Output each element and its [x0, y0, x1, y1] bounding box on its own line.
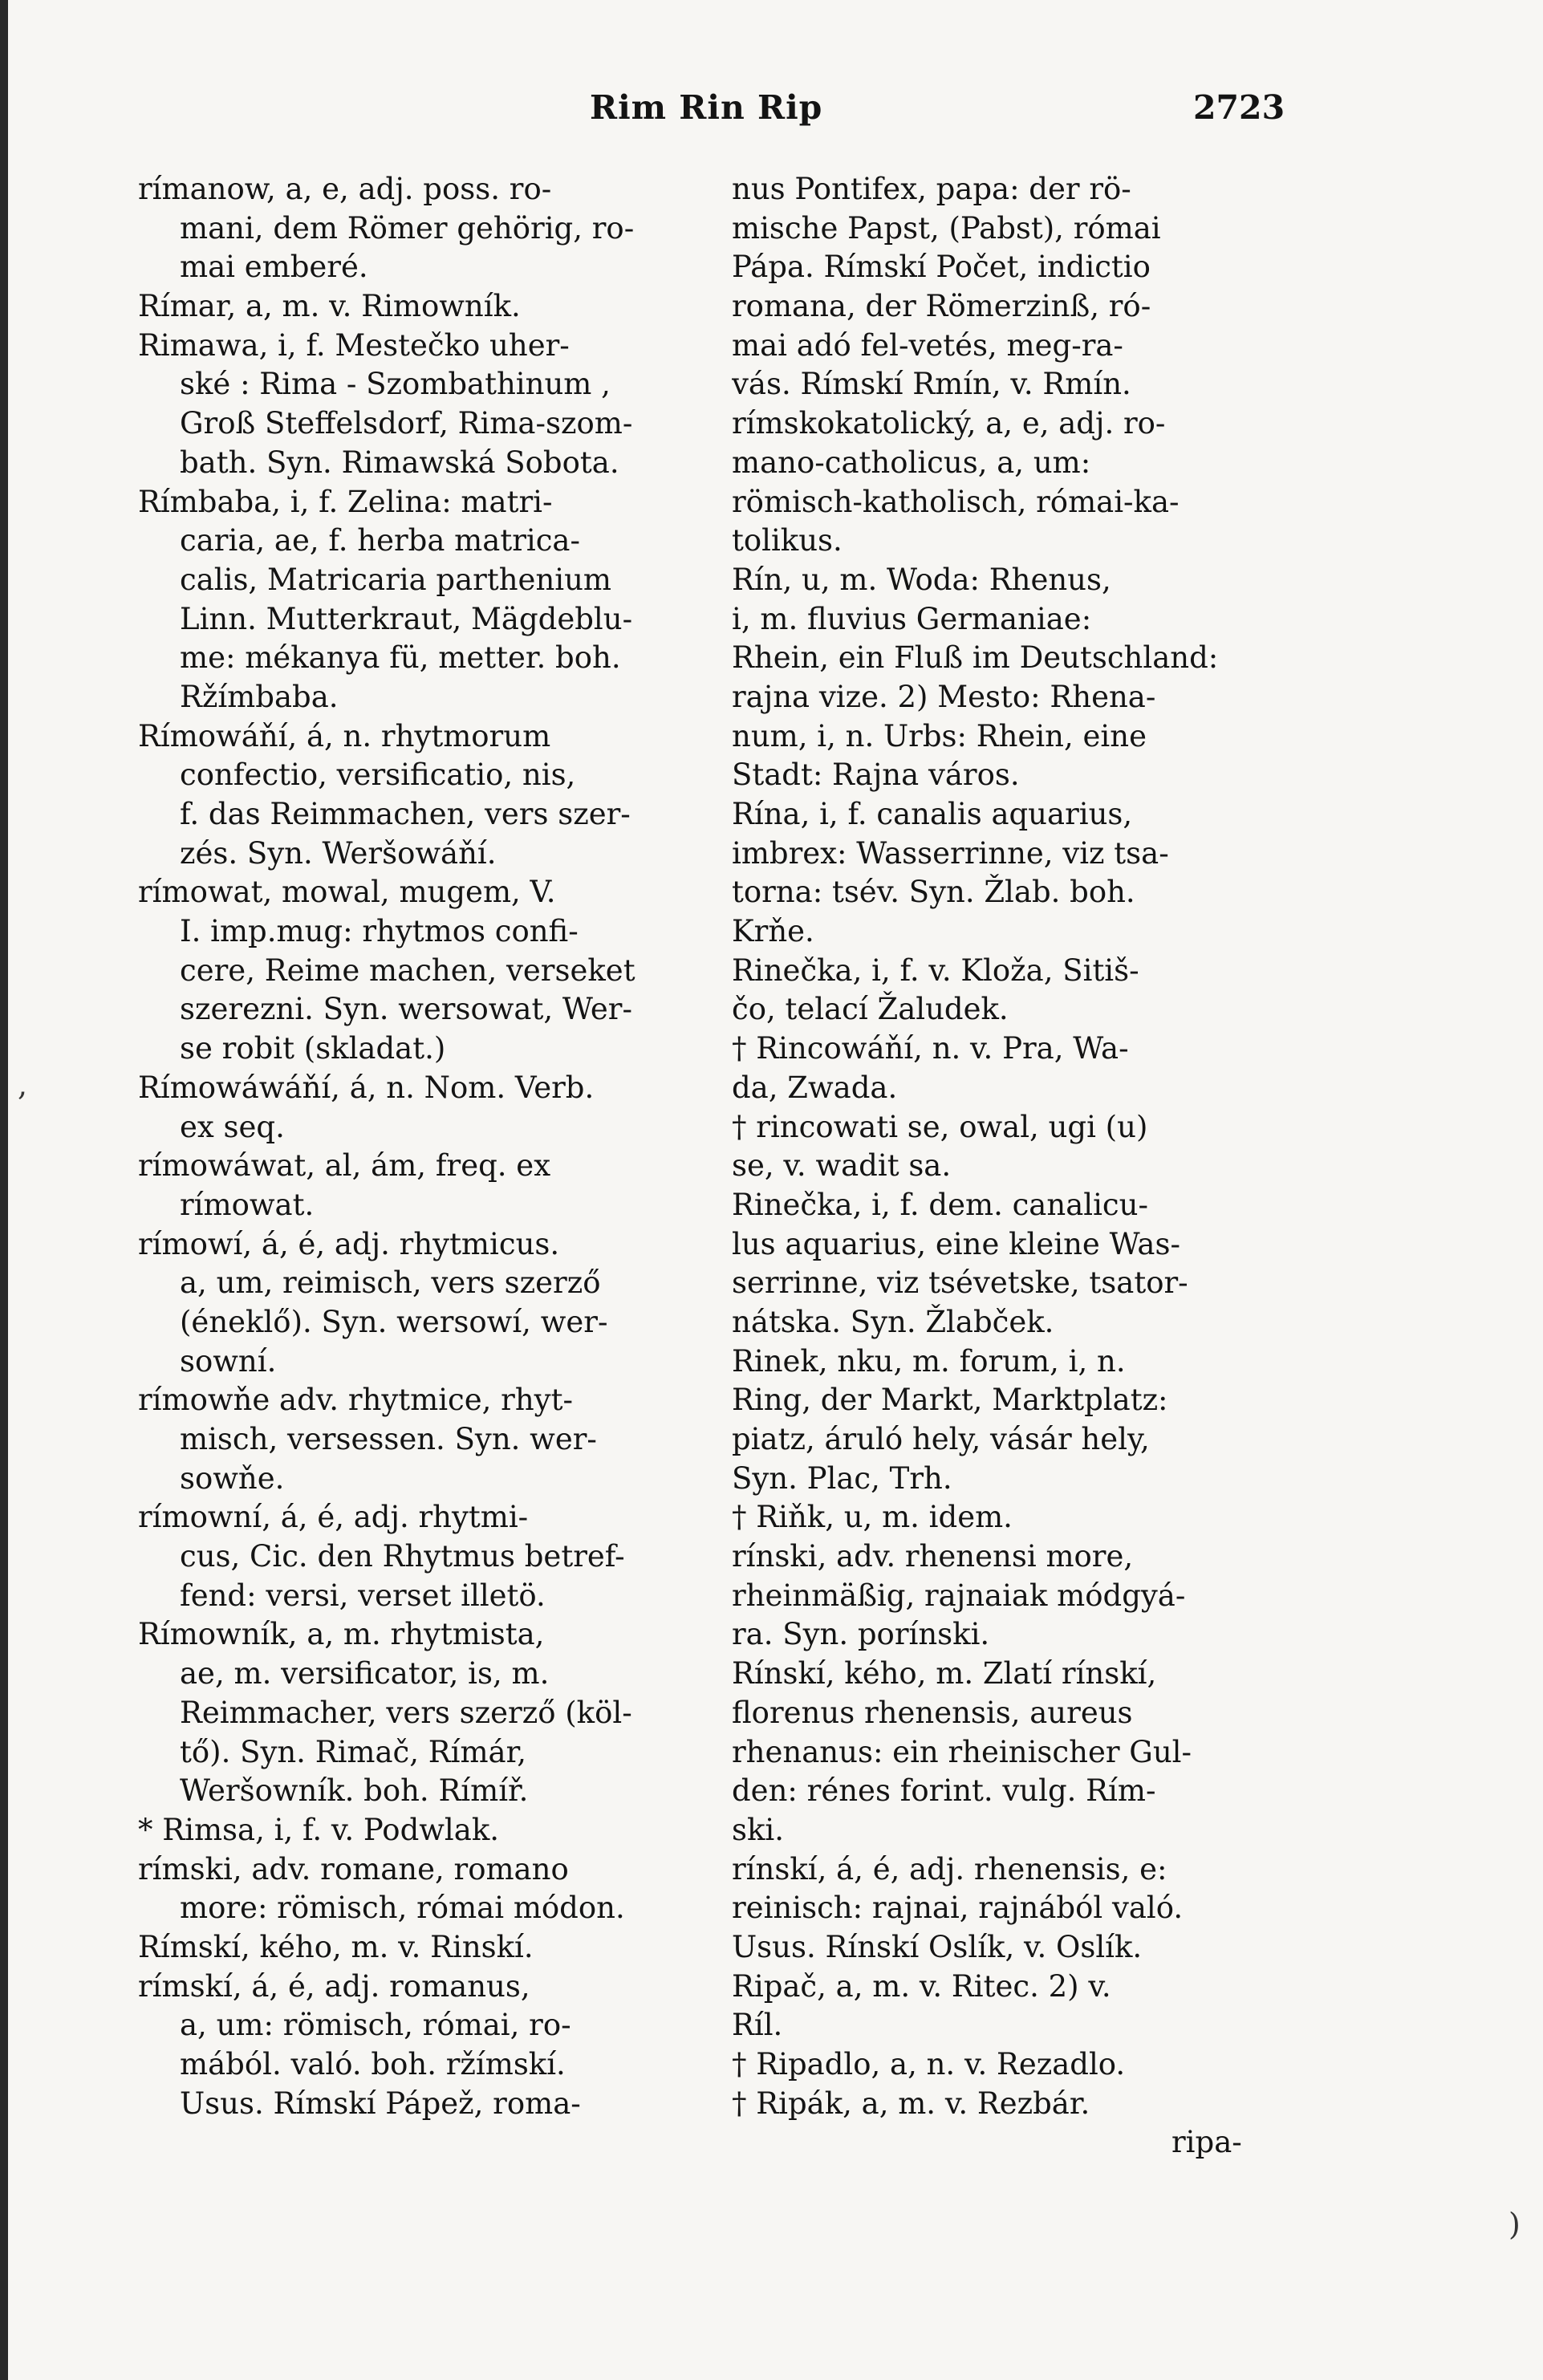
- dictionary-line: da, Zwada.: [732, 1070, 898, 1105]
- dictionary-line: Groß Steffelsdorf, Rima-szom-: [180, 406, 633, 441]
- dictionary-line: Ripač, a, m. v. Ritec. 2) v.: [732, 1968, 1111, 2004]
- dictionary-line: Rín, u, m. Woda: Rhenus,: [732, 562, 1111, 597]
- dictionary-line: rímowáwat, al, ám, freq. ex: [138, 1148, 551, 1184]
- dictionary-line: num, i, n. Urbs: Rhein, eine: [732, 718, 1147, 753]
- dictionary-line: † Riňk, u, m. idem.: [732, 1500, 1013, 1535]
- dictionary-line: me: mékanya fü, metter. boh.: [180, 640, 621, 676]
- dictionary-line: Rinečka, i, f. v. Kloža, Sitiš-: [732, 952, 1139, 988]
- dictionary-line: * Rimsa, i, f. v. Podwlak.: [138, 1812, 499, 1847]
- dictionary-line: a, um, reimisch, vers szerző: [180, 1265, 601, 1301]
- dictionary-line: cere, Reime machen, verseket: [180, 952, 635, 988]
- dictionary-line: Rímar, a, m. v. Rimowník.: [138, 289, 521, 324]
- dictionary-line: caria, ae, f. herba matrica-: [180, 523, 580, 558]
- dictionary-line: Rína, i, f. canalis aquarius,: [732, 797, 1133, 831]
- dictionary-line: Ržímbaba.: [180, 679, 339, 714]
- dictionary-line: serrinne, viz tsévetske, tsator-: [732, 1265, 1188, 1301]
- dictionary-line: rímowní, á, é, adj. rhytmi-: [138, 1500, 529, 1535]
- dictionary-line: se robit (skladat.): [180, 1031, 446, 1066]
- dictionary-line: more: römisch, római módon.: [180, 1891, 625, 1926]
- dictionary-line: Rímowáwáňí, á, n. Nom. Verb.: [138, 1070, 595, 1105]
- dictionary-line: rímowat, mowal, mugem, V.: [138, 875, 556, 910]
- dictionary-line: sowní.: [180, 1343, 277, 1379]
- dictionary-line: † Ripadlo, a, n. v. Rezadlo.: [732, 2047, 1126, 2081]
- dictionary-line: mani, dem Römer gehörig, ro-: [180, 210, 635, 246]
- dictionary-line: römisch-katholisch, római-ka-: [732, 484, 1180, 519]
- dictionary-line: rímanow, a, e, adj. poss. ro-: [138, 172, 552, 206]
- dictionary-line: tolikus.: [732, 523, 843, 558]
- dictionary-line: romana, der Römerzinß, ró-: [732, 289, 1151, 324]
- dictionary-line: Rimawa, i, f. Mestečko uher-: [138, 327, 570, 363]
- dictionary-line: ra. Syn. porínski.: [732, 1617, 990, 1652]
- dictionary-line: Rinečka, i, f. dem. canalicu-: [732, 1187, 1148, 1222]
- dictionary-line: Krňe.: [732, 914, 814, 949]
- dictionary-line: rajna vize. 2) Mesto: Rhena-: [732, 679, 1156, 714]
- dictionary-line: čo, telací Žaludek.: [732, 992, 1009, 1027]
- dictionary-line: Usus. Rínskí Oslík, v. Oslík.: [732, 1929, 1143, 1964]
- dictionary-line: rímskí, á, é, adj. romanus,: [138, 1968, 530, 2004]
- dictionary-line: Rhein, ein Fluß im Deutschland:: [732, 640, 1219, 676]
- dictionary-line: szerezni. Syn. wersowat, Wer-: [180, 992, 632, 1027]
- dictionary-line: ex seq.: [180, 1109, 285, 1144]
- dictionary-line: mai adó fel-vetés, meg-ra-: [732, 327, 1123, 363]
- dictionary-line: † Ripák, a, m. v. Rezbár.: [732, 2086, 1090, 2121]
- dictionary-line: nátska. Syn. Žlabček.: [732, 1304, 1054, 1339]
- dictionary-line: cus, Cic. den Rhytmus betref-: [180, 1539, 625, 1574]
- dictionary-line: confectio, versificatio, nis,: [180, 757, 576, 793]
- dictionary-line: den: rénes forint. vulg. Rím-: [732, 1773, 1156, 1809]
- dictionary-line: bath. Syn. Rimawská Sobota.: [180, 445, 619, 480]
- dictionary-line: Syn. Plac, Trh.: [732, 1460, 952, 1496]
- dictionary-line: rheinmäßig, rajnaiak módgyá-: [732, 1578, 1186, 1613]
- page-edge: [0, 0, 8, 2380]
- dictionary-line: torna: tsév. Syn. Žlab. boh.: [732, 875, 1135, 910]
- dictionary-line: mából. való. boh. ržímskí.: [180, 2047, 566, 2081]
- dictionary-line: mai emberé.: [180, 250, 368, 285]
- dictionary-line: Rímskí, kého, m. v. Rinskí.: [138, 1929, 534, 1964]
- dictionary-line: Rinek, nku, m. forum, i, n.: [732, 1343, 1126, 1379]
- dictionary-line: (éneklő). Syn. wersowí, wer-: [180, 1304, 608, 1339]
- dictionary-line: reinisch: rajnai, rajnából való.: [732, 1891, 1184, 1926]
- dictionary-line: nus Pontifex, papa: der rö-: [732, 172, 1131, 206]
- dictionary-line: rínski, adv. rhenensi more,: [732, 1539, 1134, 1574]
- dictionary-line: rímowat.: [180, 1187, 315, 1222]
- dictionary-line: i, m. fluvius Germaniae:: [732, 601, 1092, 636]
- dictionary-line: tő). Syn. Rimač, Rímár,: [180, 1734, 527, 1769]
- dictionary-line: mano-catholicus, a, um:: [732, 445, 1091, 480]
- dictionary-line: Stadt: Rajna város.: [732, 757, 1020, 793]
- dictionary-line: I. imp.mug: rhytmos confi-: [180, 914, 579, 949]
- dictionary-line: rímskokatolický, a, e, adj. ro-: [732, 406, 1166, 441]
- dictionary-line: Ring, der Markt, Marktplatz:: [732, 1383, 1168, 1418]
- right-column: [732, 170, 1277, 2123]
- dictionary-line: rímowí, á, é, adj. rhytmicus.: [138, 1226, 560, 1261]
- header-words: Rim Rin Rip: [590, 88, 823, 127]
- dictionary-line: ski.: [732, 1812, 785, 1847]
- dictionary-line: rínskí, á, é, adj. rhenensis, e:: [732, 1851, 1167, 1887]
- margin-mark: ,: [18, 1067, 28, 1103]
- catchword: ripa-: [1171, 2125, 1242, 2159]
- dictionary-line: florenus rhenensis, aureus: [732, 1695, 1133, 1730]
- dictionary-line: Rímowáňí, á, n. rhytmorum: [138, 718, 551, 753]
- dictionary-line: a, um: römisch, római, ro-: [180, 2008, 571, 2043]
- margin-mark: ): [1508, 2207, 1521, 2242]
- dictionary-line: sowňe.: [180, 1460, 285, 1496]
- dictionary-line: piatz, áruló hely, vásár hely,: [732, 1422, 1150, 1456]
- left-column: [138, 170, 684, 2123]
- dictionary-line: lus aquarius, eine kleine Was-: [732, 1226, 1180, 1261]
- dictionary-line: fend: versi, verset illetö.: [180, 1578, 546, 1613]
- dictionary-line: Usus. Rímskí Pápež, roma-: [180, 2086, 581, 2121]
- dictionary-line: f. das Reimmachen, vers szer-: [180, 797, 631, 831]
- dictionary-line: Rínskí, kého, m. Zlatí rínskí,: [732, 1656, 1157, 1692]
- dictionary-line: ae, m. versificator, is, m.: [180, 1656, 550, 1692]
- dictionary-line: rímowňe adv. rhytmice, rhyt-: [138, 1383, 573, 1418]
- dictionary-line: rhenanus: ein rheinischer Gul-: [732, 1734, 1192, 1769]
- dictionary-line: Ríl.: [732, 2008, 783, 2043]
- dictionary-line: Rímowník, a, m. rhytmista,: [138, 1617, 545, 1652]
- dictionary-line: calis, Matricaria parthenium: [180, 562, 612, 597]
- dictionary-line: † Rincowáňí, n. v. Pra, Wa-: [732, 1031, 1129, 1066]
- dictionary-line: Linn. Mutterkraut, Mägdeblu-: [180, 601, 633, 636]
- dictionary-line: Pápa. Rímskí Počet, indictio: [732, 250, 1151, 285]
- dictionary-line: vás. Rímskí Rmín, v. Rmín.: [732, 367, 1131, 402]
- page-number: 2723: [1193, 88, 1285, 127]
- dictionary-line: Weršowník. boh. Rímíř.: [180, 1773, 529, 1809]
- dictionary-line: rímski, adv. romane, romano: [138, 1851, 569, 1887]
- dictionary-line: misch, versessen. Syn. wer-: [180, 1422, 597, 1456]
- dictionary-line: Rímbaba, i, f. Zelina: matri-: [138, 484, 553, 519]
- dictionary-line: † rincowati se, owal, ugi (u): [732, 1109, 1148, 1144]
- dictionary-line: imbrex: Wasserrinne, viz tsa-: [732, 835, 1169, 871]
- dictionary-line: zés. Syn. Weršowáňí.: [180, 835, 497, 871]
- dictionary-line: Reimmacher, vers szerző (köl-: [180, 1695, 632, 1730]
- dictionary-line: ské : Rima - Szombathinum ,: [180, 367, 611, 402]
- dictionary-line: se, v. wadit sa.: [732, 1148, 952, 1184]
- running-header: [0, 88, 1543, 136]
- dictionary-line: mische Papst, (Pabst), római: [732, 210, 1161, 246]
